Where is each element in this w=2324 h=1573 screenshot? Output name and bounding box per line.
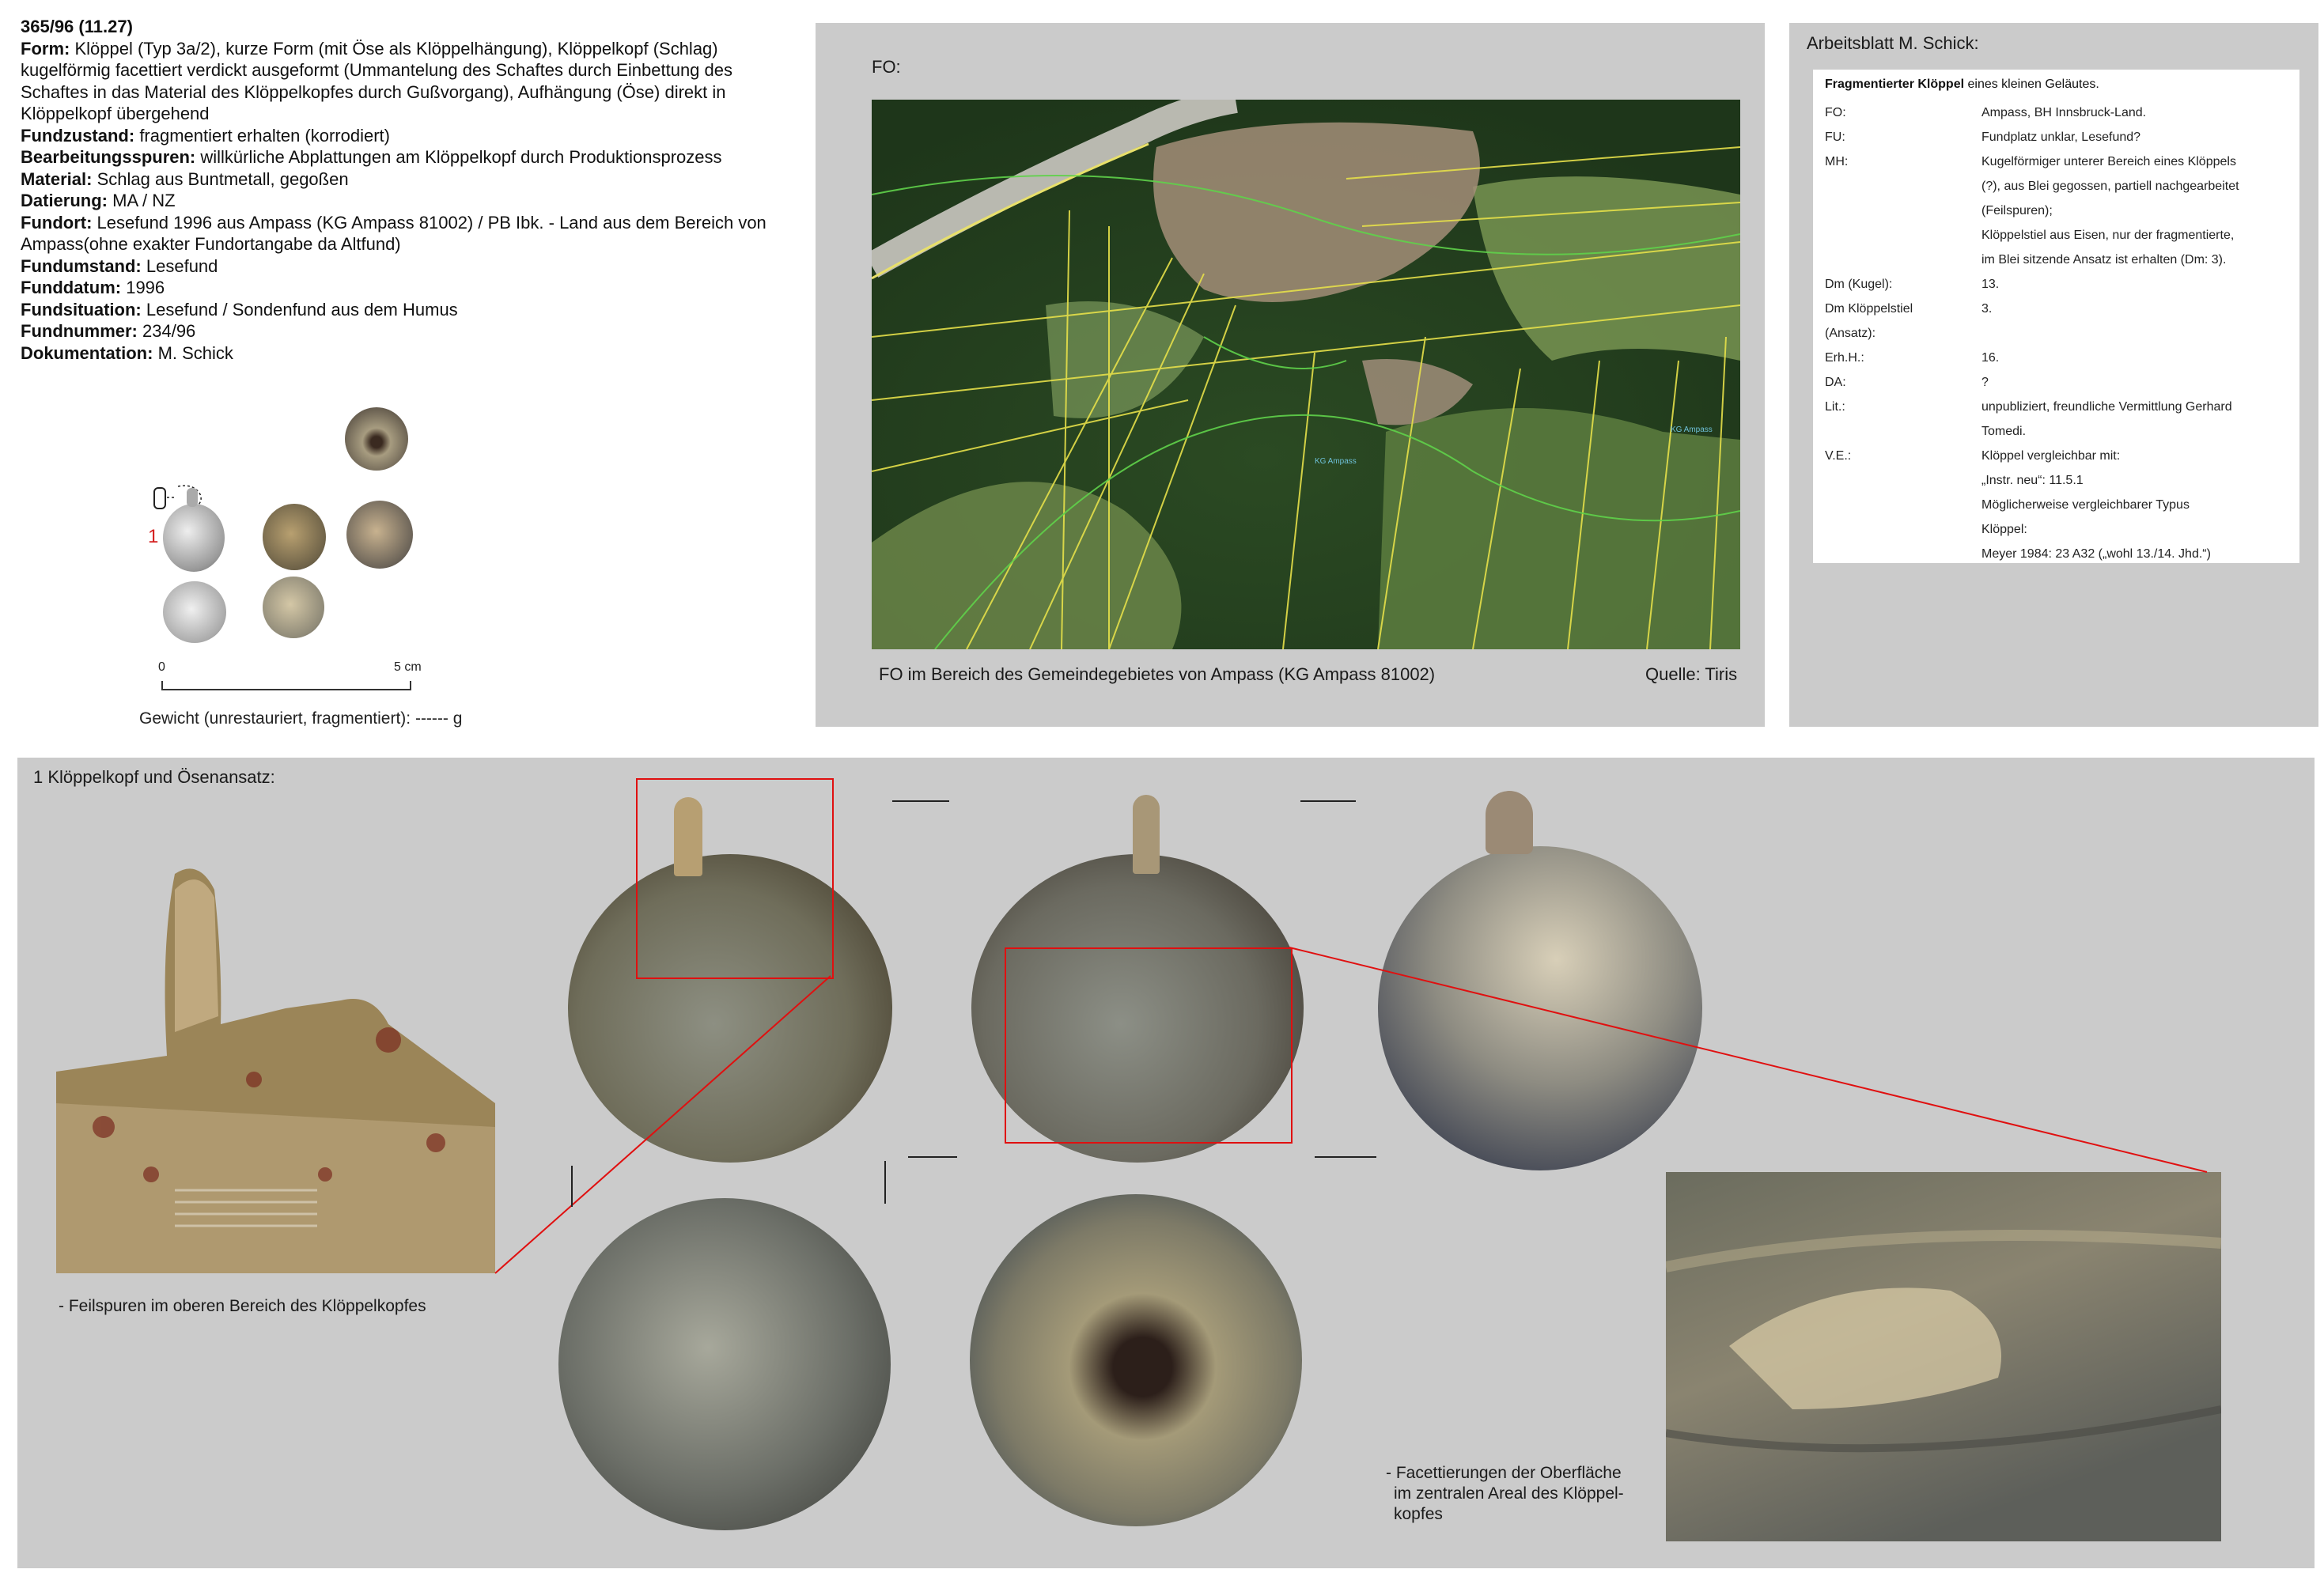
worksheet-key: FU: [1825,130,1845,144]
svg-text:KG Ampass: KG Ampass [1671,425,1713,434]
worksheet-key: Lit.: [1825,400,1845,414]
worksheet-value: Fundplatz unklar, Lesefund? [1981,130,2141,144]
scale-bar-6 [884,1161,886,1204]
weight-text: Gewicht (unrestauriert, fragmentiert): ------ g [139,709,463,728]
worksheet-key: (Ansatz): [1825,327,1876,340]
catalogue-field-value: 1996 [121,278,165,297]
note-facets-line1: - Facettierungen der Oberfläche [1386,1464,1622,1482]
scale-bar-3 [908,1156,957,1158]
catalogue-field-value: Klöppel (Typ 3a/2), kurze Form (mit Öse als Klöppelhängung), Klöppelkopf (Schlag) kugelförmig facettiert verdickt ausgeformt (Ummantelung des Schaftes durch Einbettung des Schaftes in das Material des Klöppelkopfes durch Gußvorgang), Aufhängung (Öse) direkt in Klöppelkopf übergehend [21,38,733,123]
worksheet-value: 16. [1981,351,2000,365]
worksheet-key: Erh.H.: [1825,351,1864,365]
worksheet-value: ? [1981,376,1989,389]
worksheet-value: „Instr. neu“: 11.5.1 [1981,474,2084,487]
scale-bar-5 [571,1166,573,1207]
catalogue-field-label: Fundumstand: [21,255,142,276]
worksheet-key: Dm (Kugel): [1825,278,1893,291]
worksheet-heading-bold: Fragmentierter Klöppel [1825,78,1965,91]
worksheet-value: Klöppel vergleichbar mit: [1981,449,2121,463]
photo-panel-title: 1 Klöppelkopf und Ösenansatz: [33,767,275,787]
catalogue-field-value: Schlag aus Buntmetall, gegoßen [92,168,349,189]
worksheet-value: Klöppel: [1981,523,2027,536]
scale-bar-4 [1315,1156,1376,1158]
catalogue-field-label: Funddatum: [21,278,122,297]
worksheet-key: V.E.: [1825,449,1852,463]
note-facets-line2: im zentralen Areal des Klöppel- [1394,1484,1624,1503]
svg-text:KG Ampass: KG Ampass [1315,457,1357,466]
worksheet-title: Arbeitsblatt M. Schick: [1807,33,1979,53]
catalogue-field-value: Lesefund / Sondenfund aus dem Humus [141,299,458,320]
map-caption: FO im Bereich des Gemeindegebietes von Ampass (KG Ampass 81002) [879,664,1436,684]
catalogue-field-label: Datierung: [21,191,108,210]
scale-bar-2 [1300,800,1356,802]
catalogue-field-value: fragmentiert erhalten (korrodiert) [134,125,390,146]
worksheet-key: FO: [1825,106,1846,119]
worksheet-value: Tomedi. [1981,425,2027,438]
catalogue-number: 365/96 (11.27) [21,17,133,36]
worksheet-key: MH: [1825,155,1849,168]
catalogue-field-value: Lesefund 1996 aus Ampass (KG Ampass 81002) / PB Ibk. - Land aus dem Bereich von Ampass(ohne exakter Fundortangabe da Altfund) [21,212,766,254]
worksheet-heading-rest: eines kleinen Geläutes. [1967,78,2099,91]
note-filing-traces: - Feilspuren im oberen Bereich des Klöppelkopfes [59,1297,426,1315]
note-facets-line3: kopfes [1394,1505,1443,1523]
worksheet-value: (Feilspuren); [1981,204,2053,217]
worksheet-value: im Blei sitzende Ansatz ist erhalten (Dm: 3). [1981,253,2227,267]
catalogue-field-label: Fundnummer: [21,321,138,341]
figure-number: 1 [148,526,159,547]
catalogue-field-label: Fundort: [21,212,93,233]
catalogue-field-label: Form: [21,38,70,59]
catalogue-field-value: 234/96 [137,321,196,341]
catalogue-field-label: Bearbeitungsspuren: [21,147,196,167]
map-source: Quelle: Tiris [1645,664,1738,684]
catalogue-field-label: Fundzustand: [21,125,135,146]
scale-start-label: 0 [158,660,165,674]
map-title: FO: [872,57,901,77]
scale-end-label: 5 cm [394,660,422,674]
worksheet-value: 3. [1981,302,1993,316]
worksheet-value: Kugelförmiger unterer Bereich eines Klöppels [1981,155,2236,168]
catalogue-field-value: MA / NZ [108,191,176,210]
catalogue-field-value: willkürliche Abplattungen am Klöppelkopf durch Produktionsprozess [195,147,722,167]
worksheet-value: Möglicherweise vergleichbarer Typus [1981,498,2190,512]
catalogue-field-label: Fundsituation: [21,299,142,320]
worksheet-value: (?), aus Blei gegossen, partiell nachgearbeitet [1981,180,2239,193]
worksheet-value: Ampass, BH Innsbruck-Land. [1981,106,2147,119]
worksheet-key: Dm Klöppelstiel [1825,302,1913,316]
scale-bar-1 [892,800,949,802]
worksheet-value: unpubliziert, freundliche Vermittlung Gerhard [1981,400,2232,414]
worksheet-value: 13. [1981,278,2000,291]
worksheet-key: DA: [1825,376,1846,389]
catalogue-field-value: Lesefund [141,255,218,276]
worksheet-value: Meyer 1984: 23 A32 („wohl 13./14. Jhd.“) [1981,547,2211,561]
catalogue-field-label: Dokumentation: [21,342,153,363]
catalogue-field-label: Material: [21,168,93,189]
worksheet-value: Klöppelstiel aus Eisen, nur der fragmentierte, [1981,229,2235,242]
catalogue-field-value: M. Schick [153,342,233,363]
